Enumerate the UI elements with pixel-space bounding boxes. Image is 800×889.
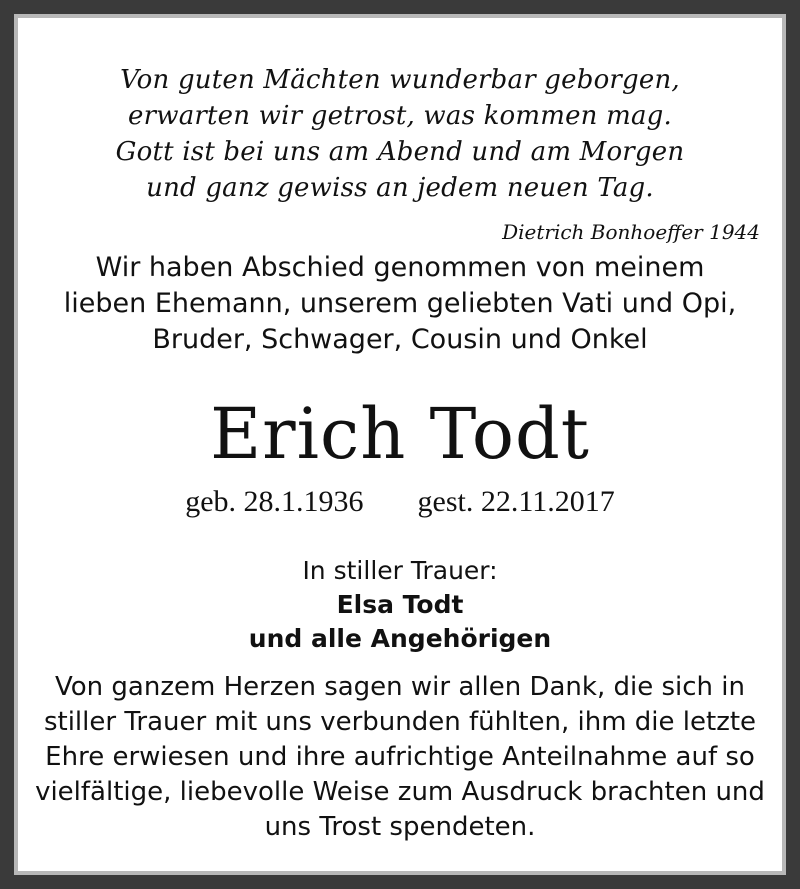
poem: [18, 62, 782, 206]
poem-attribution: Dietrich Bonhoeffer 1944: [502, 220, 760, 244]
intro-line: lieben Ehemann, unserem geliebten Vati und Opi,: [63, 288, 737, 319]
poem-line: erwarten wir getrost, was kommen mag.: [128, 101, 672, 131]
birth-date: geb. 28.1.1936: [185, 485, 364, 518]
poem-line: Von guten Mächten wunderbar geborgen,: [120, 65, 680, 95]
mourners-heading: In stiller Trauer:: [302, 556, 498, 585]
thanks-line: Ehre erwiesen und ihre aufrichtige Anteilnahme auf so: [45, 742, 755, 772]
death-date: gest. 22.11.2017: [417, 485, 615, 518]
obituary-notice: [18, 18, 782, 871]
mourner-name: Elsa Todt: [336, 590, 464, 619]
intro-text: [18, 250, 782, 358]
life-dates: [18, 484, 782, 520]
intro-line: Wir haben Abschied genommen von meinem: [95, 252, 705, 283]
thanks-line: stiller Trauer mit uns verbunden fühlten, ihm die letzte: [43, 707, 757, 737]
deceased-name: Erich Todt: [210, 393, 590, 475]
thanks-line: vielfältige, liebevolle Weise zum Ausdruck brachten und: [35, 777, 765, 807]
thanks-line: Von ganzem Herzen sagen wir allen Dank, die sich in: [55, 672, 745, 702]
mourner-others: und alle Angehörigen: [248, 624, 552, 653]
thanks-line: uns Trost spendeten.: [264, 812, 536, 842]
poem-line: und ganz gewiss an jedem neuen Tag.: [146, 173, 654, 203]
intro-line: Bruder, Schwager, Cousin und Onkel: [152, 324, 648, 355]
thanks-text: [18, 670, 782, 845]
poem-line: Gott ist bei uns am Abend und am Morgen: [115, 137, 685, 167]
mourners-block: [18, 554, 782, 656]
